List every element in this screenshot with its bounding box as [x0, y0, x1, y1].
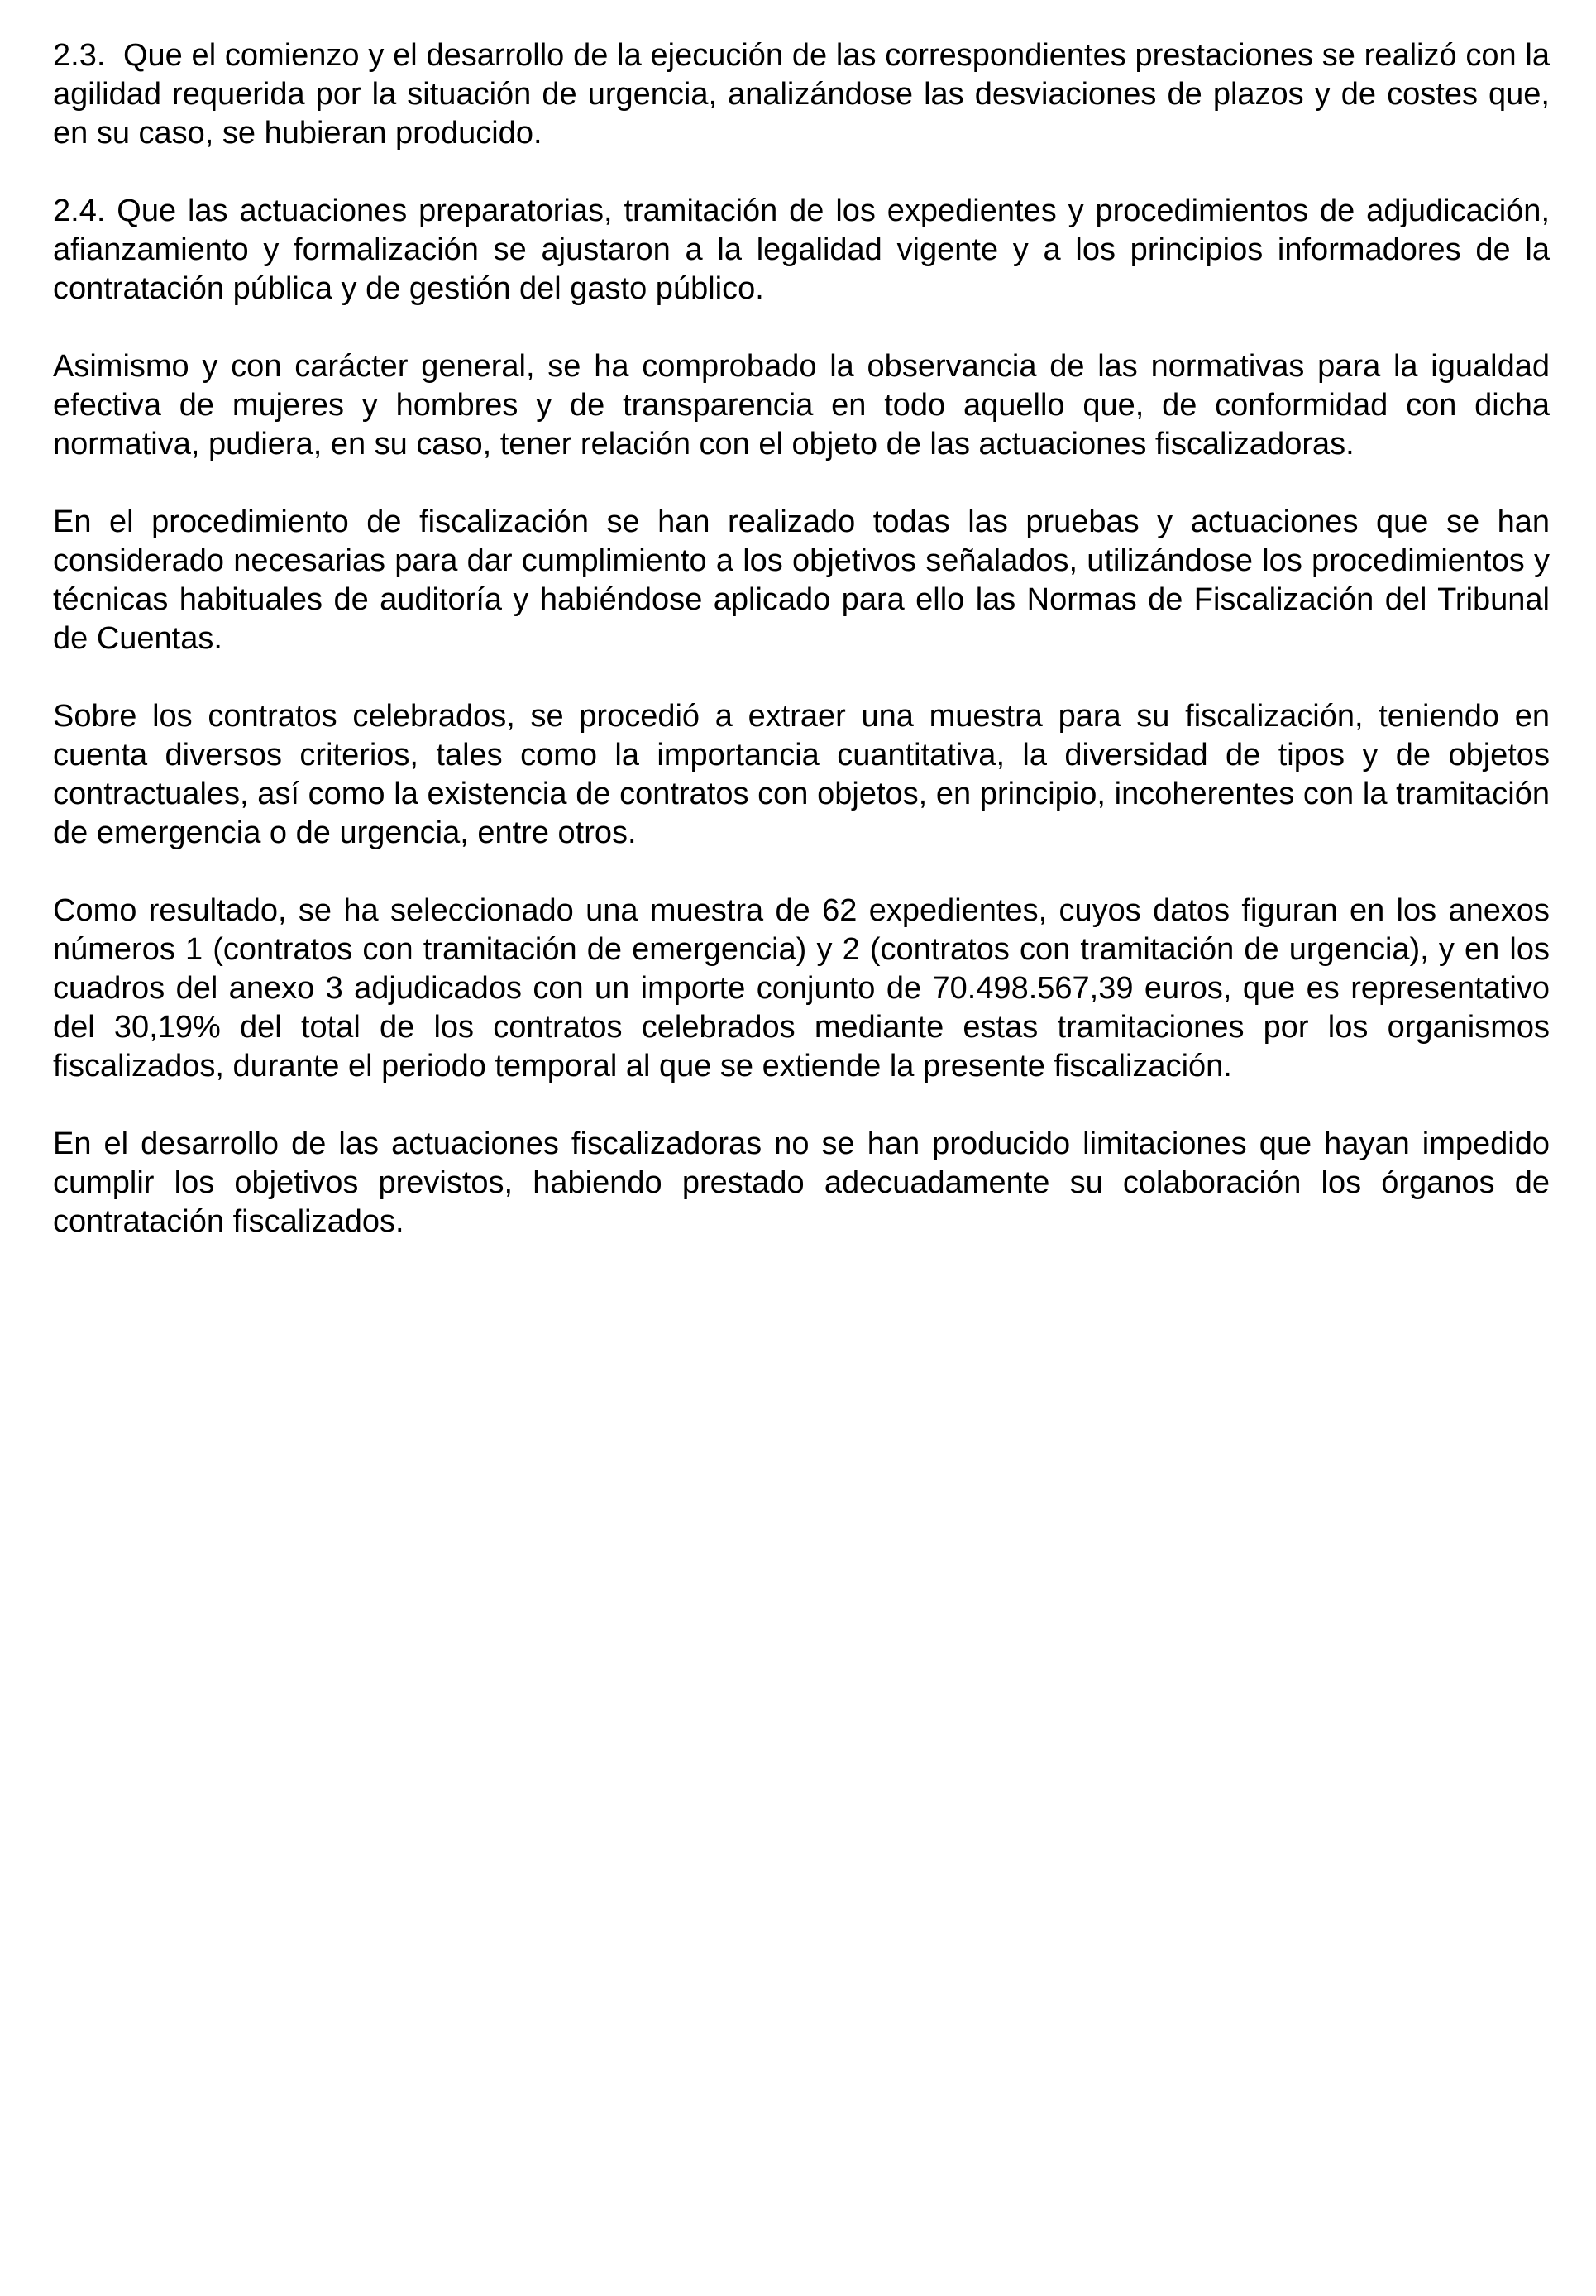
paragraph-limitaciones	[53, 1125, 1550, 1241]
paragraph-text: Que las actuaciones preparatorias, tramitación de los expedientes y procedimientos de adjudicación, afianzamiento y formalización se ajustaron a la legalidad vigente y a los principios informadores de la contratación pública y de gestión del gasto público.	[53, 194, 1550, 306]
paragraph-text: En el desarrollo de las actuaciones fiscalizadoras no se han producido limitaciones que hayan impedido cumplir los objetivos previstos, habiendo prestado adecuadamente su colaboración los órganos de contratación fiscalizados.	[53, 1126, 1550, 1239]
paragraph-text: Como resultado, se ha seleccionado una muestra de 62 expedientes, cuyos datos figuran en los anexos números 1 (contratos con tramitación de emergencia) y 2 (contratos con tramitación de urgencia), y en los cuadros del anexo 3 adjudicados con un importe conjunto de 70.498.567,39 euros, que es representativo del 30,19% del total de los contratos celebrados mediante estas tramitaciones por los organismos fiscalizados, durante el periodo temporal al que se extiende la presente fiscalización.	[53, 893, 1550, 1083]
paragraph-2-3	[53, 36, 1550, 153]
document-body	[53, 36, 1550, 1280]
paragraph-text: Asimismo y con carácter general, se ha comprobado la observancia de las normativas para la igualdad efectiva de mujeres y hombres y de transparencia en todo aquello que, de conformidad con dicha normativa, pudiera, en su caso, tener relación con el objeto de las actuaciones fiscalizadoras.	[53, 349, 1550, 462]
paragraph-text: Que el comienzo y el desarrollo de la ejecución de las correspondientes prestaciones se realizó con la agilidad requerida por la situación de urgencia, analizándose las desviaciones de plazos y de costes que, en su caso, se hubieran producido.	[53, 38, 1550, 151]
paragraph-number: 2.4.	[53, 194, 106, 228]
paragraph-resultado	[53, 892, 1550, 1086]
paragraph-text: En el procedimiento de fiscalización se han realizado todas las pruebas y actuaciones que se han considerado necesarias para dar cumplimiento a los objetivos señalados, utilizándose los procedimientos y técnicas habituales de auditoría y habiéndose aplicado para ello las Normas de Fiscalización del Tribunal de Cuentas.	[53, 505, 1550, 656]
paragraph-2-4	[53, 192, 1550, 309]
paragraph-muestra	[53, 697, 1550, 853]
paragraph-text: Sobre los contratos celebrados, se procedió a extraer una muestra para su fiscalización, teniendo en cuenta diversos criterios, tales como la importancia cuantitativa, la diversidad de tipos y de objetos contractuales, así como la existencia de contratos con objetos, en principio, incoherentes con la tramitación de emergencia o de urgencia, entre otros.	[53, 699, 1550, 850]
paragraph-procedimiento	[53, 503, 1550, 658]
paragraph-asimismo	[53, 347, 1550, 464]
paragraph-number: 2.3.	[53, 38, 106, 73]
